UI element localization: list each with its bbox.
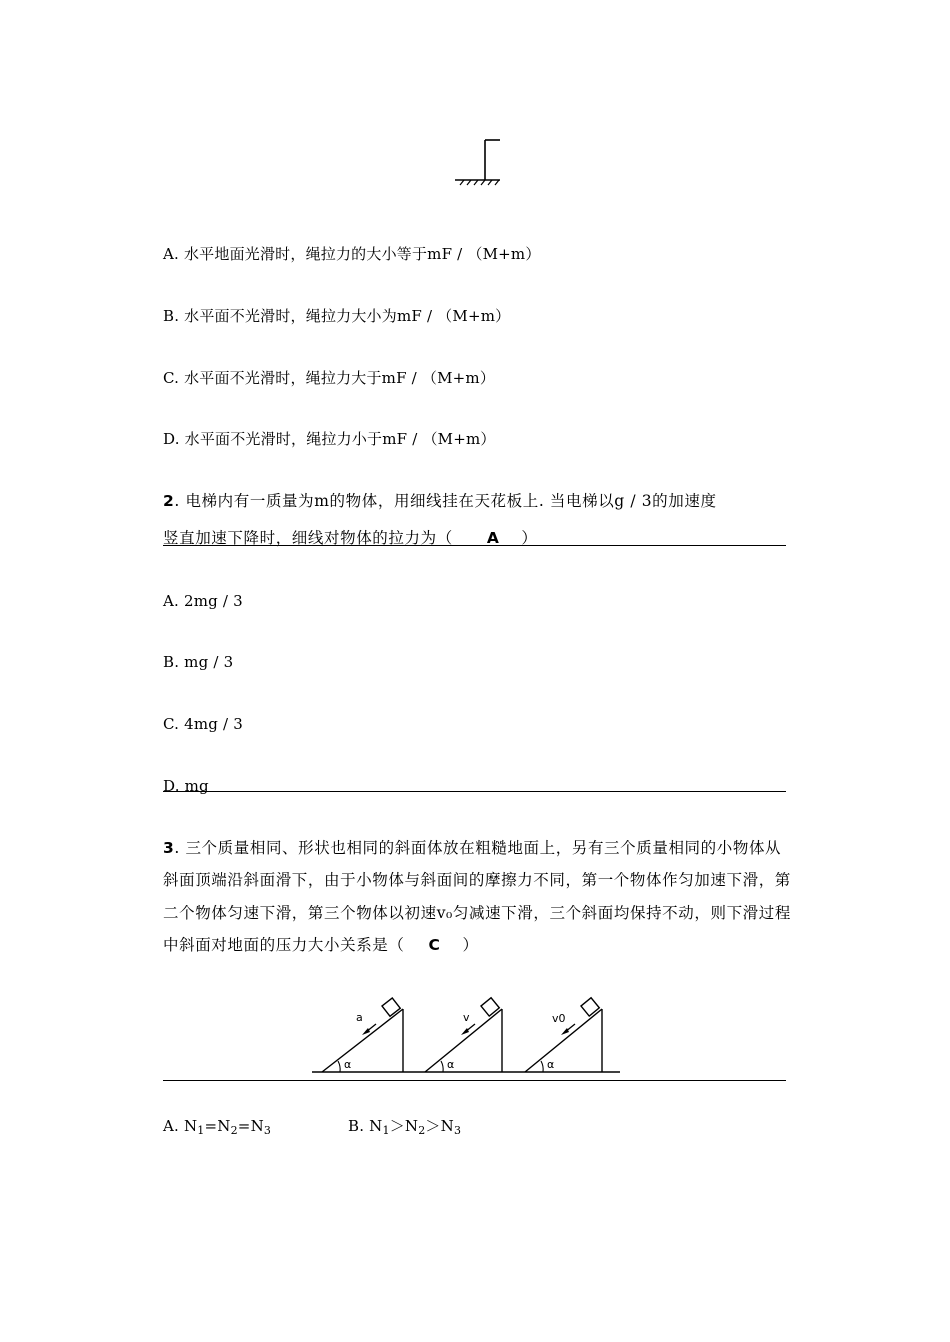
- q3-stem-line1: [163, 838, 781, 858]
- q3-line4-text: 中斜面对地面的压力大小关系是（: [163, 936, 405, 954]
- wall-ground-figure: [450, 138, 510, 188]
- q2-number: 2: [163, 492, 175, 510]
- q3-stem-line2: 斜面顶端沿斜面滑下，由于小物体与斜面间的摩擦力不同，第一个物体作匀加速下滑，第: [163, 871, 791, 889]
- subscript: 3: [263, 1124, 272, 1137]
- q2-option-a: A. 2mg / 3: [163, 592, 243, 610]
- q1-option-b: B. 水平面不光滑时，绳拉力大小为mF / （M+m）: [163, 307, 511, 325]
- angle-label: α: [447, 1058, 455, 1071]
- subscript: 1: [197, 1124, 205, 1137]
- q3-option-b-text: ＞N: [389, 1117, 419, 1135]
- q3-line1-text: . 三个质量相同、形状也相同的斜面体放在粗糙地面上，另有三个质量相同的小物体从: [174, 839, 782, 857]
- q2-answer: A: [486, 529, 500, 547]
- q1-option-a: A. 水平地面光滑时，绳拉力的大小等于mF / （M+m）: [163, 245, 541, 263]
- q3-stem-line3: 二个物体匀速下滑，第三个物体以初速v₀匀减速下滑，三个斜面均保持不动，则下滑过程: [163, 904, 791, 922]
- q3-line4-close: ）: [462, 936, 479, 954]
- q3-option-a-text: =N: [237, 1117, 264, 1135]
- q1-option-c: C. 水平面不光滑时，绳拉力大于mF / （M+m）: [163, 369, 496, 387]
- angle-label: α: [547, 1058, 555, 1071]
- accel-label: a: [356, 1011, 363, 1024]
- q3-option-b-text: B. N: [348, 1117, 383, 1135]
- initial-velocity-label: v0: [552, 1012, 566, 1025]
- q2-line1-text: . 电梯内有一质量为m的物体，用细线挂在天花板上. 当电梯以g / 3的加速度: [174, 492, 717, 510]
- q2-option-b: B. mg / 3: [163, 653, 234, 671]
- q2-stem-line1: [163, 491, 717, 511]
- velocity-label: v: [463, 1011, 470, 1024]
- subscript: 3: [453, 1124, 462, 1137]
- subscript: 1: [382, 1124, 390, 1137]
- q3-option-b-text: ＞N: [425, 1117, 454, 1135]
- q3-answer: C: [428, 936, 441, 954]
- incline-figure: [310, 995, 625, 1077]
- q3-option-a-text: A. N: [163, 1117, 198, 1135]
- q2-option-d: D. mg: [163, 777, 209, 795]
- q3-option-a: [163, 1116, 271, 1141]
- q2-line2-close: ）: [521, 529, 538, 547]
- q3-number: 3: [163, 839, 175, 857]
- incline-2: [425, 998, 502, 1072]
- q2-option-c: C. 4mg / 3: [163, 715, 243, 733]
- q3-stem-line4: [163, 935, 479, 955]
- divider: [163, 545, 786, 546]
- divider: [163, 791, 786, 792]
- q3-option-a-text: =N: [204, 1117, 231, 1135]
- q2-line2-text: 竖直加速下降时，细线对物体的拉力为（: [163, 529, 453, 547]
- q3-option-b: [348, 1116, 461, 1141]
- q1-option-d: D. 水平面不光滑时，绳拉力小于mF / （M+m）: [163, 430, 496, 448]
- angle-label: α: [344, 1058, 352, 1071]
- divider: [163, 1080, 786, 1081]
- incline-3: [525, 998, 602, 1072]
- subscript: 2: [230, 1124, 238, 1137]
- incline-1: [322, 998, 403, 1072]
- subscript: 2: [418, 1124, 426, 1137]
